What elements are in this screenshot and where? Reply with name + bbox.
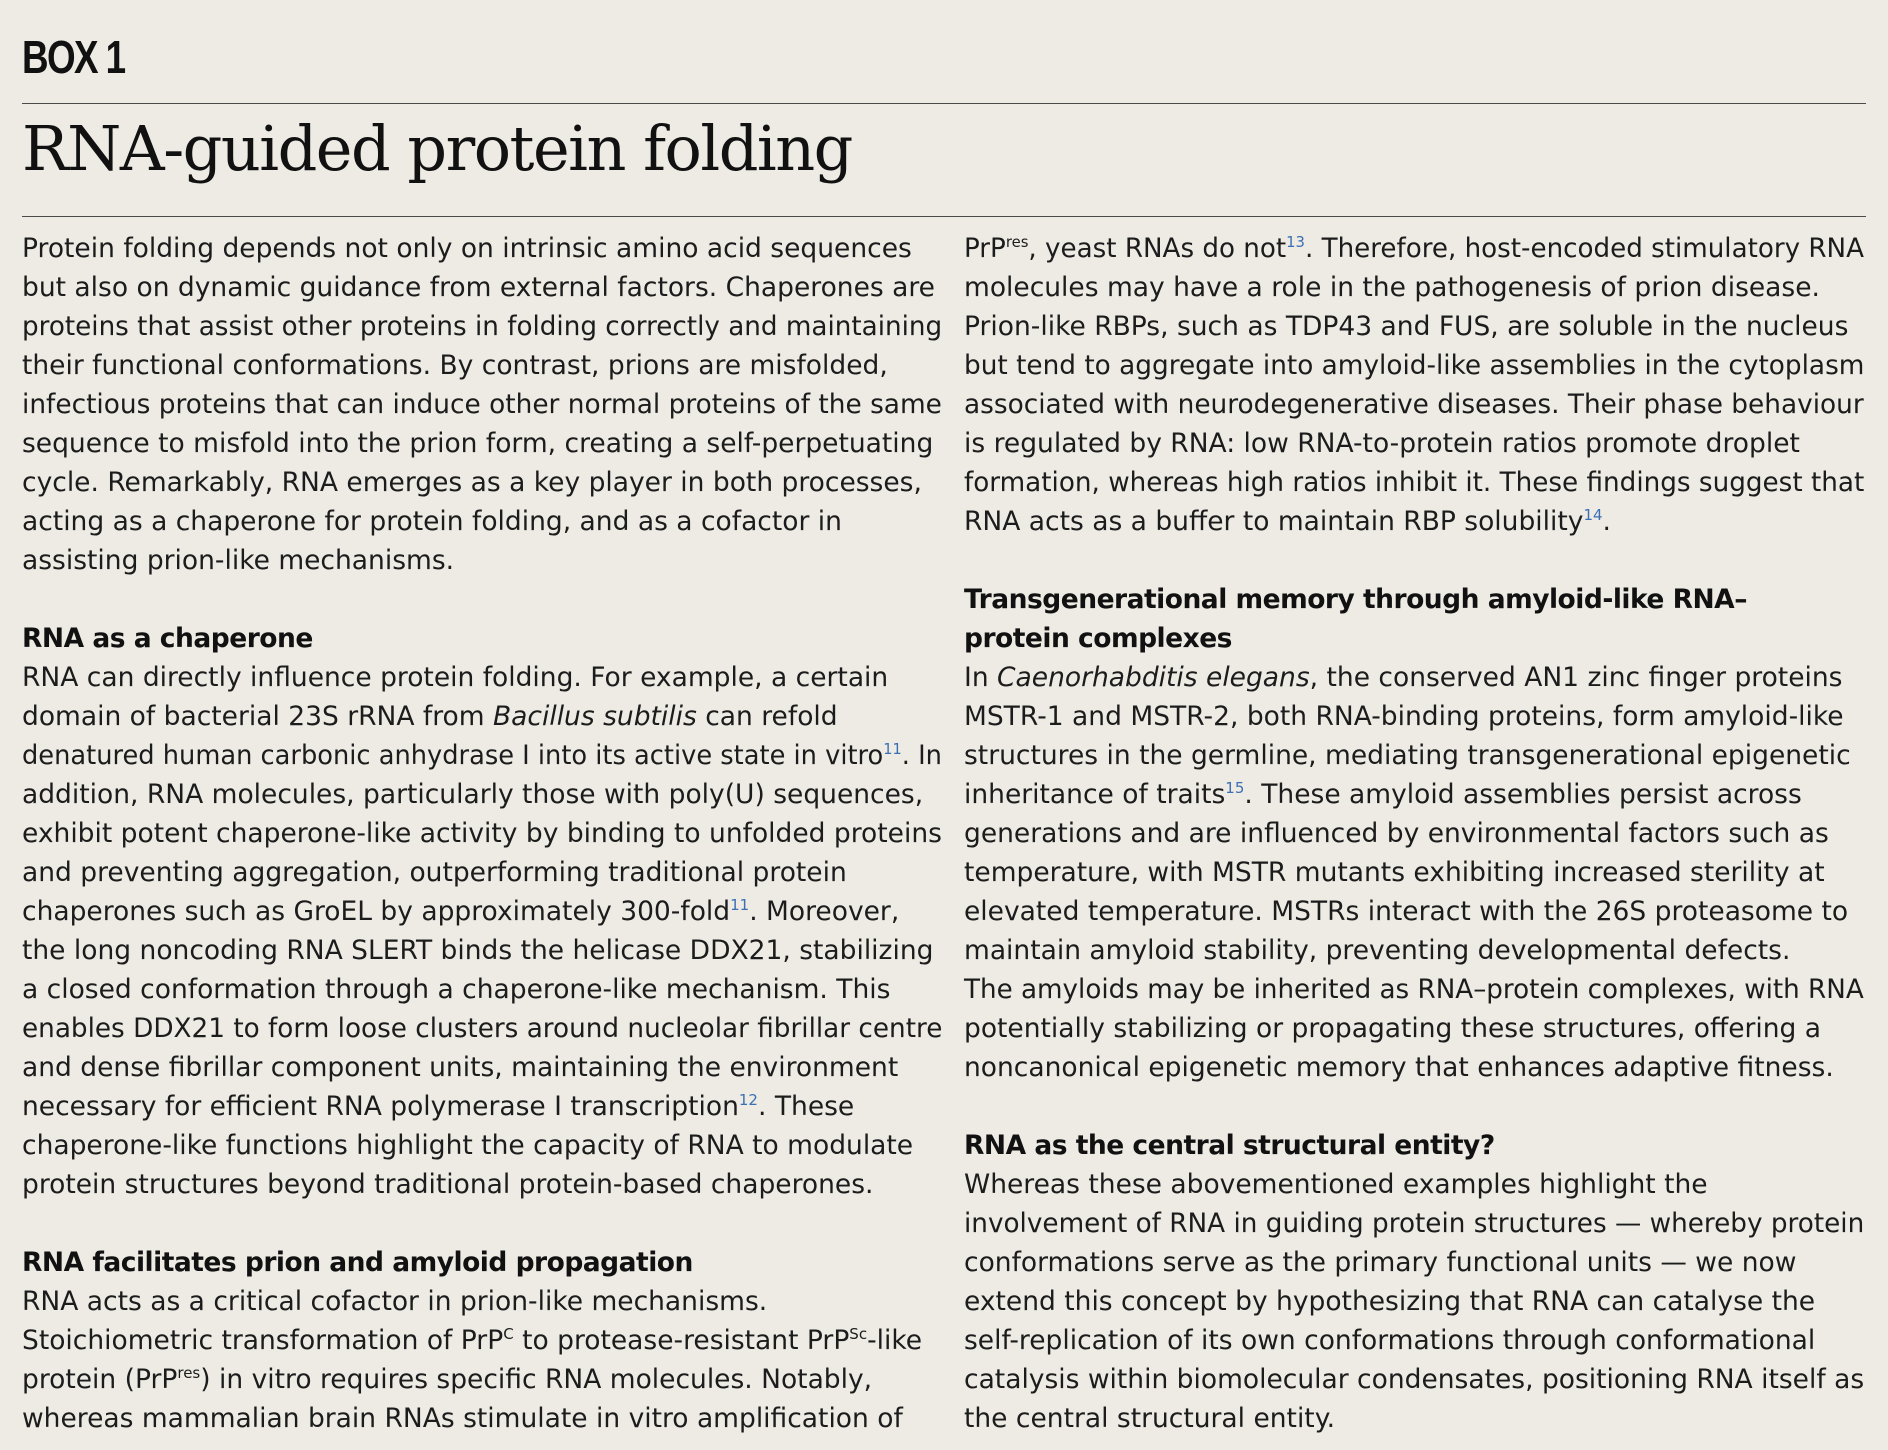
chaperone-paragraph: [22, 658, 942, 1204]
left-column: [22, 229, 942, 1438]
prion-paragraph: [22, 1282, 942, 1438]
title-divider: [22, 216, 1866, 217]
text-line: In Caenorhabditis elegans, the conserved AN1 zinc finger proteins: [964, 662, 1843, 693]
spacer: [964, 1087, 1864, 1126]
text-line: exhibit potent chaperone-like activity by binding to unfolded proteins: [22, 818, 942, 849]
reference-link[interactable]: 14: [1583, 506, 1603, 525]
text-line: formation, whereas high ratios inhibit it. These findings suggest that: [964, 467, 1865, 498]
text-line: but also on dynamic guidance from external factors. Chaperones are: [22, 272, 935, 303]
text-line: enables DDX21 to form loose clusters around nucleolar fibrillar centre: [22, 1013, 943, 1044]
text-line: their functional conformations. By contrast, prions are misfolded,: [22, 350, 888, 381]
reference-link[interactable]: 11: [883, 740, 902, 759]
text-line: the central structural entity.: [964, 1403, 1336, 1434]
text-line: cycle. Remarkably, RNA emerges as a key player in both processes,: [22, 467, 922, 498]
text-line: and dense fibrillar component units, maintaining the environment: [22, 1052, 899, 1083]
text-line: denatured human carbonic anhydrase I into its active state in vitro$^{11}$. In: [22, 740, 942, 771]
right-column: [964, 229, 1864, 1438]
text-line: chaperone-like functions highlight the capacity of RNA to modulate: [22, 1130, 914, 1161]
text-line: acting as a chaperone for protein folding, and as a cofactor in: [22, 506, 842, 537]
text-line: inheritance of traits$^{15}$. These amyloid assemblies persist across: [964, 779, 1802, 810]
text-line: PrP$^{res}$, yeast RNAs do not$^{13}$. Therefore, host-encoded stimulatory RNA: [964, 233, 1865, 264]
section-heading-chaperone: RNA as a chaperone: [22, 623, 313, 654]
text-line: MSTR-1 and MSTR-2, both RNA-binding proteins, form amyloid-like: [964, 701, 1844, 732]
text-line: molecules may have a role in the pathogenesis of prion disease.: [964, 272, 1820, 303]
text-line: extend this concept by hypothesizing that RNA can catalyse the: [964, 1286, 1816, 1317]
text-line: infectious proteins that can induce other normal proteins of the same: [22, 389, 942, 420]
section-heading-transgenerational: Transgenerational memory through amyloid-like RNA– protein complexes: [964, 584, 1747, 654]
top-divider: [22, 103, 1866, 104]
text-line: maintain amyloid stability, preventing developmental defects.: [964, 935, 1791, 966]
transgenerational-paragraph: [964, 658, 1864, 1087]
text-line: associated with neurodegenerative diseases. Their phase behaviour: [964, 389, 1864, 420]
text-line: RNA acts as a buffer to maintain RBP solubility$^{14}$.: [964, 506, 1611, 537]
text-line: self-replication of its own conformations through conformational: [964, 1325, 1816, 1356]
text-line: domain of bacterial 23S rRNA from Bacillus subtilis can refold: [22, 701, 838, 732]
text-line: potentially stabilizing or propagating these structures, offering a: [964, 1013, 1822, 1044]
text-line: the long noncoding RNA SLERT binds the helicase DDX21, stabilizing: [22, 935, 934, 966]
text-line: Protein folding depends not only on intrinsic amino acid sequences: [22, 233, 912, 264]
text-line: a closed conformation through a chaperone-like mechanism. This: [22, 974, 891, 1005]
central-entity-paragraph: [964, 1165, 1864, 1438]
reference-link[interactable]: 13: [1286, 233, 1305, 252]
text-line: conformations serve as the primary functional units — we now: [964, 1247, 1797, 1278]
species-name: Bacillus subtilis: [492, 701, 697, 732]
text-line: sequence to misfold into the prion form, creating a self-perpetuating: [22, 428, 934, 459]
text-line: proteins that assist other proteins in folding correctly and maintaining: [22, 311, 943, 342]
text-line: catalysis within biomolecular condensates, positioning RNA itself as: [964, 1364, 1865, 1395]
text-line: structures in the germline, mediating transgenerational epigenetic: [964, 740, 1851, 771]
text-line: but tend to aggregate into amyloid-like assemblies in the cytoplasm: [964, 350, 1865, 381]
text-line: RNA can directly influence protein folding. For example, a certain: [22, 662, 889, 693]
intro-paragraph: [22, 229, 942, 580]
reference-link[interactable]: 12: [738, 1091, 758, 1110]
text-line: Whereas these abovementioned examples highlight the: [964, 1169, 1708, 1200]
text-line: noncanonical epigenetic memory that enhances adaptive fitness.: [964, 1052, 1834, 1083]
spacer: [964, 541, 1864, 580]
text-line: Stoichiometric transformation of PrP$^C$ to protease-resistant PrP$^{Sc}$-like: [22, 1325, 923, 1356]
text-line: involvement of RNA in guiding protein structures — whereby protein: [964, 1208, 1865, 1239]
text-line: elevated temperature. MSTRs interact with the 26S proteasome to: [964, 896, 1849, 927]
text-line: protein (PrP$^{res}$) in vitro requires specific RNA molecules. Notably,: [22, 1364, 873, 1395]
text-line: necessary for efficient RNA polymerase I transcription$^{12}$. These: [22, 1091, 855, 1122]
section-heading-central-entity: RNA as the central structural entity?: [964, 1130, 1495, 1161]
section-heading-prion: RNA facilitates prion and amyloid propagation: [22, 1247, 693, 1278]
spacer: [22, 1204, 942, 1243]
text-line: temperature, with MSTR mutants exhibiting increased sterility at: [964, 857, 1825, 888]
reference-link[interactable]: 15: [1225, 779, 1245, 798]
prion-continued-paragraph: [964, 229, 1864, 541]
box-label: BOX 1: [22, 31, 125, 83]
text-line: assisting prion-like mechanisms.: [22, 545, 455, 576]
box-title: RNA-guided protein folding: [22, 112, 852, 185]
text-line: Prion-like RBPs, such as TDP43 and FUS, are soluble in the nucleus: [964, 311, 1849, 342]
text-line: protein structures beyond traditional protein-based chaperones.: [22, 1169, 874, 1200]
text-line: generations and are influenced by environmental factors such as: [964, 818, 1829, 849]
text-line: is regulated by RNA: low RNA-to-protein ratios promote droplet: [964, 428, 1800, 459]
reference-link[interactable]: 11: [730, 896, 750, 915]
spacer: [22, 580, 942, 619]
species-name: Caenorhabditis elegans: [997, 662, 1310, 693]
text-line: The amyloids may be inherited as RNA–protein complexes, with RNA: [964, 974, 1864, 1005]
text-line: RNA acts as a critical cofactor in prion-like mechanisms.: [22, 1286, 768, 1317]
text-line: and preventing aggregation, outperforming traditional protein: [22, 857, 847, 888]
text-line: chaperones such as GroEL by approximately 300-fold$^{11}$. Moreover,: [22, 896, 900, 927]
text-line: whereas mammalian brain RNAs stimulate in vitro amplification of: [22, 1403, 903, 1434]
text-line: addition, RNA molecules, particularly those with poly(U) sequences,: [22, 779, 924, 810]
